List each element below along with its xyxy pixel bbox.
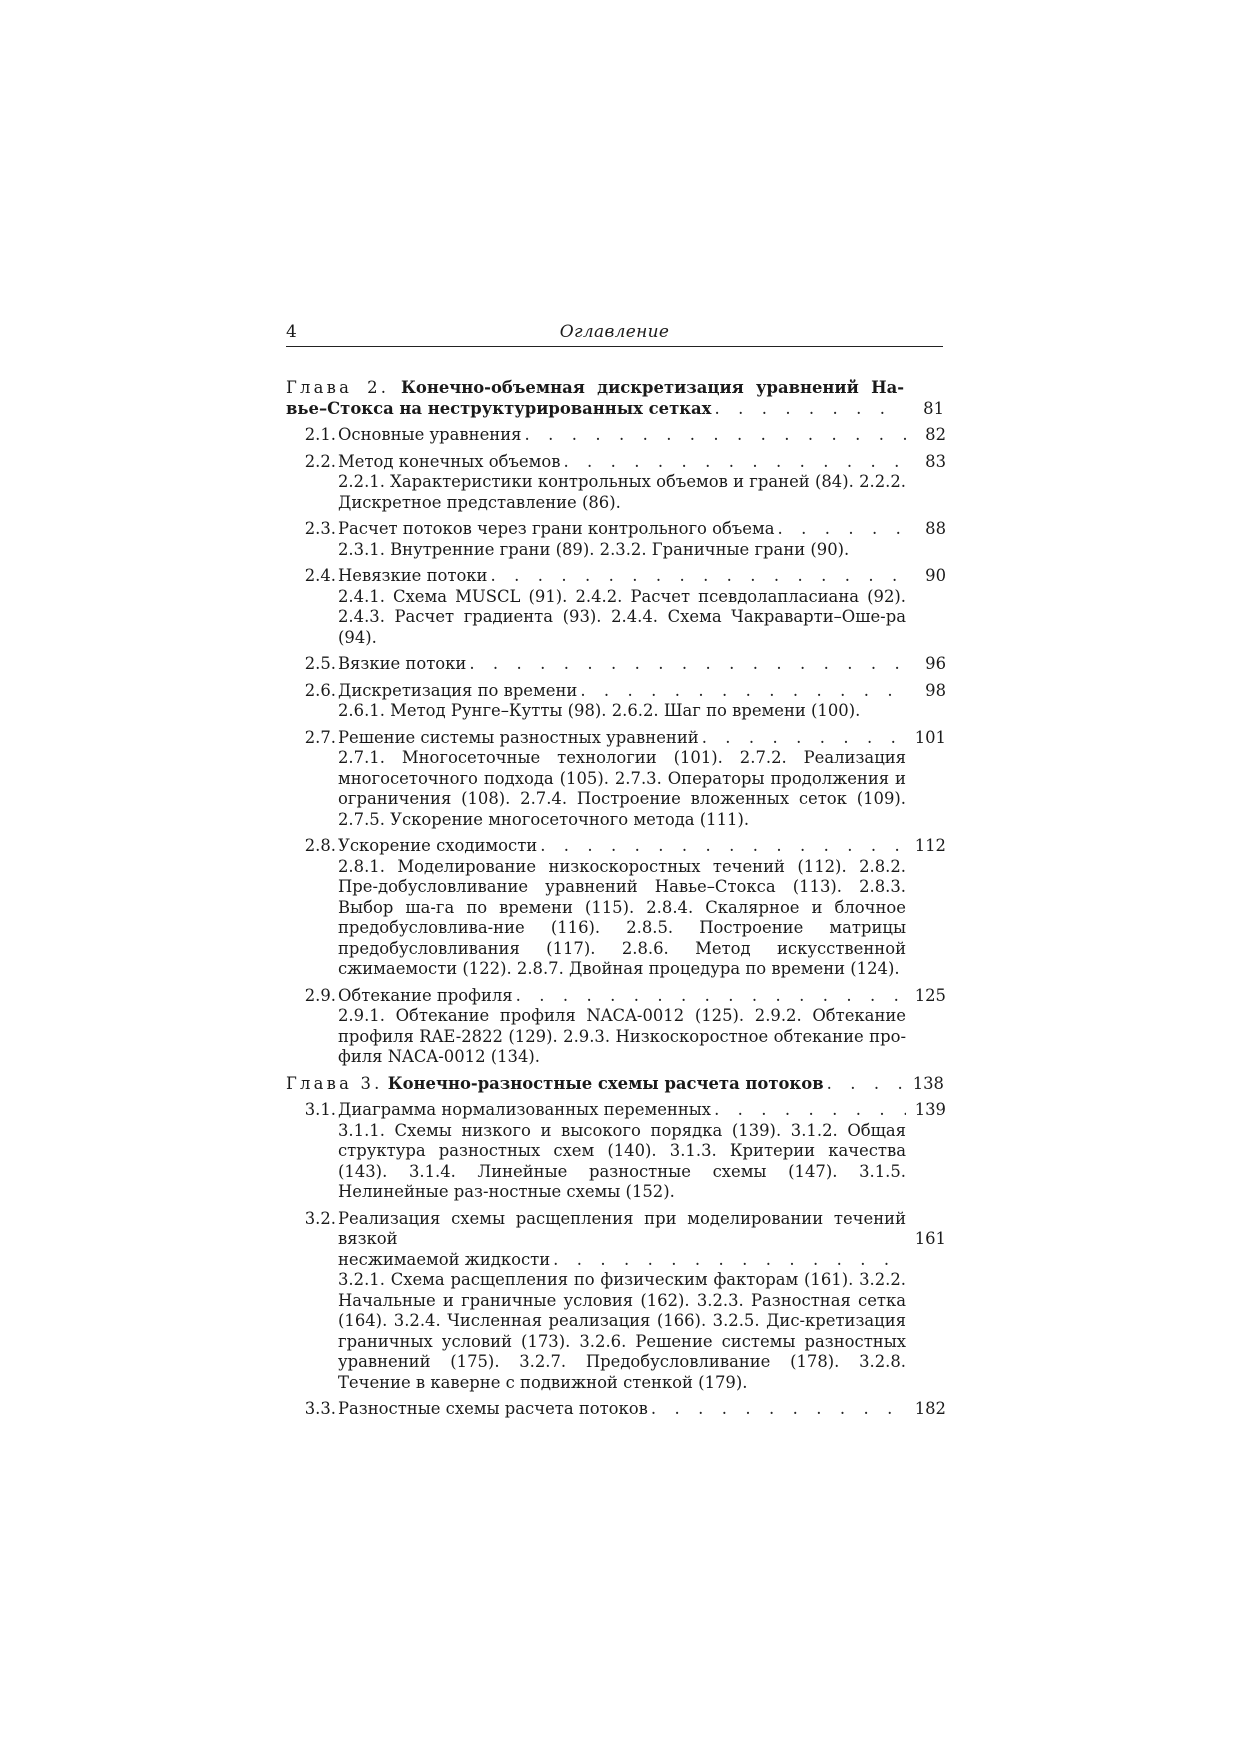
chapter-3-heading[interactable] (286, 1074, 946, 1095)
chapter-title-continuation: вье–Стокса на неструктурированных сетках (286, 398, 712, 418)
toc-entry-2-5[interactable] (286, 654, 946, 675)
chapter-title: Конечно-объемная дискретизация уравнений На- (400, 378, 904, 397)
running-title: Оглавление (559, 322, 670, 342)
chapter-label: Глава 2. (286, 378, 390, 397)
chapter-label: Глава 3. (286, 1073, 383, 1093)
subsection-list: 2.8.1. Моделирование низкоскоростных течений (112). 2.8.2. Пре-добусловливание уравнений Навье–Стокса (113). 2.8.3. Выбор ша-га по времени (115). 2.8.4. Скалярное и блочное предобусловлива-ние (116). 2.8.5. Построение матрицы предобусловливания (117). 2.8.6. Метод искусственной сжимаемости (122). 2.8.7. Двойная процедура по времени (124). (338, 856, 906, 978)
chapter-2-heading[interactable] (286, 378, 946, 419)
dot-leader (648, 1399, 906, 1420)
section-number: 2.3. (304, 519, 336, 538)
section-title: Разностные схемы расчета потоков (338, 1399, 648, 1418)
toc-entry-2-4[interactable] (286, 566, 946, 648)
dot-leader (824, 1074, 904, 1095)
page-ref: 125 (914, 985, 946, 1005)
toc-entry-3-2[interactable] (286, 1209, 946, 1394)
page-ref: 112 (914, 836, 946, 855)
page-ref: 139 (914, 1100, 946, 1119)
section-title: Вязкие потоки (338, 654, 467, 673)
page-ref: 82 (925, 425, 946, 444)
chapter-title: Конечно-разностные схемы расчета потоков (387, 1073, 824, 1093)
section-title: Диаграмма нормализованных переменных (338, 1100, 712, 1119)
dot-leader (466, 654, 906, 675)
dot-leader (577, 681, 906, 702)
section-title: Реализация схемы расщепления при моделировании течений вязкой (338, 1208, 906, 1248)
page-ref: 138 (912, 1073, 944, 1093)
section-title: Метод конечных объемов (338, 451, 561, 471)
section-number: 2.5. (304, 654, 336, 673)
toc-entry-3-1[interactable] (286, 1100, 946, 1203)
section-title: Обтекание профиля (338, 985, 513, 1005)
section-number: 2.8. (304, 836, 336, 855)
section-title: Основные уравнения (338, 425, 522, 444)
section-number: 2.6. (304, 680, 336, 700)
subsection-list: 2.4.1. Схема MUSCL (91). 2.4.2. Расчет псевдолапласиана (92). 2.4.3. Расчет градиента (93). 2.4.4. Схема Чакраварти–Оше-ра (94). (338, 586, 906, 647)
subsection-list: 3.1.1. Схемы низкого и высокого порядка (139). 3.1.2. Общая структура разностных схем (140). 3.1.3. Критерии качества (143). 3.1.4. Линейные разностные схемы (147). 3.1.5. Нелинейные раз-ностные схемы (152). (338, 1120, 906, 1201)
section-title: Ускорение сходимости (338, 836, 538, 855)
section-title: Невязкие потоки (338, 566, 488, 585)
subsection-list: 3.2.1. Схема расщепления по физическим факторам (161). 3.2.2. Начальные и граничные условия (162). 3.2.3. Разностная сетка (164). 3.2.4. Численная реализация (166). 3.2.5. Дис-кретизация граничных условий (173). 3.2.6. Решение системы разностных уравнений (175). 3.2.7. Предобусловливание (178). 3.2.8. Течение в каверне с подвижной стенкой (179). (338, 1270, 906, 1392)
page-ref: 88 (925, 519, 946, 538)
section-number: 3.3. (304, 1399, 336, 1418)
section-number: 2.9. (304, 985, 336, 1005)
dot-leader (711, 399, 904, 420)
section-number: 2.1. (304, 425, 336, 444)
section-title-continuation: несжимаемой жидкости (338, 1249, 551, 1269)
dot-leader (513, 986, 906, 1007)
toc-entry-3-3[interactable] (286, 1399, 946, 1420)
section-number: 3.1. (304, 1100, 336, 1119)
toc-entry-2-3[interactable] (286, 519, 946, 560)
subsection-list: 2.2.1. Характеристики контрольных объемов и граней (84). 2.2.2. Дискретное представление (86). (338, 472, 906, 512)
dot-leader (487, 566, 906, 587)
dot-leader (537, 836, 906, 857)
toc-entry-2-6[interactable] (286, 681, 946, 722)
page-ref: 90 (925, 566, 946, 585)
toc-entry-2-8[interactable] (286, 836, 946, 980)
section-title: Решение системы разностных уравнений (338, 727, 699, 747)
section-number: 3.2. (304, 1208, 336, 1228)
page-ref: 161 (914, 1229, 946, 1248)
subsection-list: 2.9.1. Обтекание профиля NACA-0012 (125). 2.9.2. Обтекание профиля RAE-2822 (129). 2.9.3. Низкоскоростное обтекание про-филя NACA-0012 (134). (338, 1006, 906, 1066)
table-of-contents (286, 378, 946, 1426)
subsection-list: 2.6.1. Метод Рунге–Кутты (98). 2.6.2. Шаг по времени (100). (338, 701, 861, 720)
dot-leader (711, 1100, 906, 1121)
dot-leader (775, 519, 906, 540)
page-ref: 81 (923, 398, 944, 418)
page-ref: 182 (914, 1399, 946, 1418)
subsection-list: 2.7.1. Многосеточные технологии (101). 2.7.2. Реализация многосеточного подхода (105). 2.7.3. Операторы продолжения и ограничения (108). 2.7.4. Построение вложенных сеток (109). 2.7.5. Ускорение многосеточного метода (111). (338, 748, 906, 829)
toc-entry-2-1[interactable] (286, 425, 946, 446)
toc-entry-2-2[interactable] (286, 452, 946, 514)
toc-entry-2-9[interactable] (286, 986, 946, 1068)
section-number: 2.2. (304, 451, 336, 471)
dot-leader (560, 452, 906, 473)
running-header (286, 322, 943, 347)
subsection-list: 2.3.1. Внутренние грани (89). 2.3.2. Граничные грани (90). (338, 539, 850, 559)
page-ref: 98 (925, 680, 946, 700)
page-ref: 83 (925, 451, 946, 471)
page-ref: 101 (914, 727, 946, 747)
toc-entry-2-7[interactable] (286, 728, 946, 831)
dot-leader (521, 425, 906, 446)
dot-leader (550, 1250, 906, 1271)
dot-leader (699, 728, 906, 749)
section-number: 2.4. (304, 566, 336, 585)
section-title: Дискретизация по времени (338, 680, 578, 700)
page-ref: 96 (925, 654, 946, 673)
page-number: 4 (286, 322, 297, 342)
section-title: Расчет потоков через грани контрольного объема (338, 519, 775, 538)
section-number: 2.7. (304, 727, 336, 747)
